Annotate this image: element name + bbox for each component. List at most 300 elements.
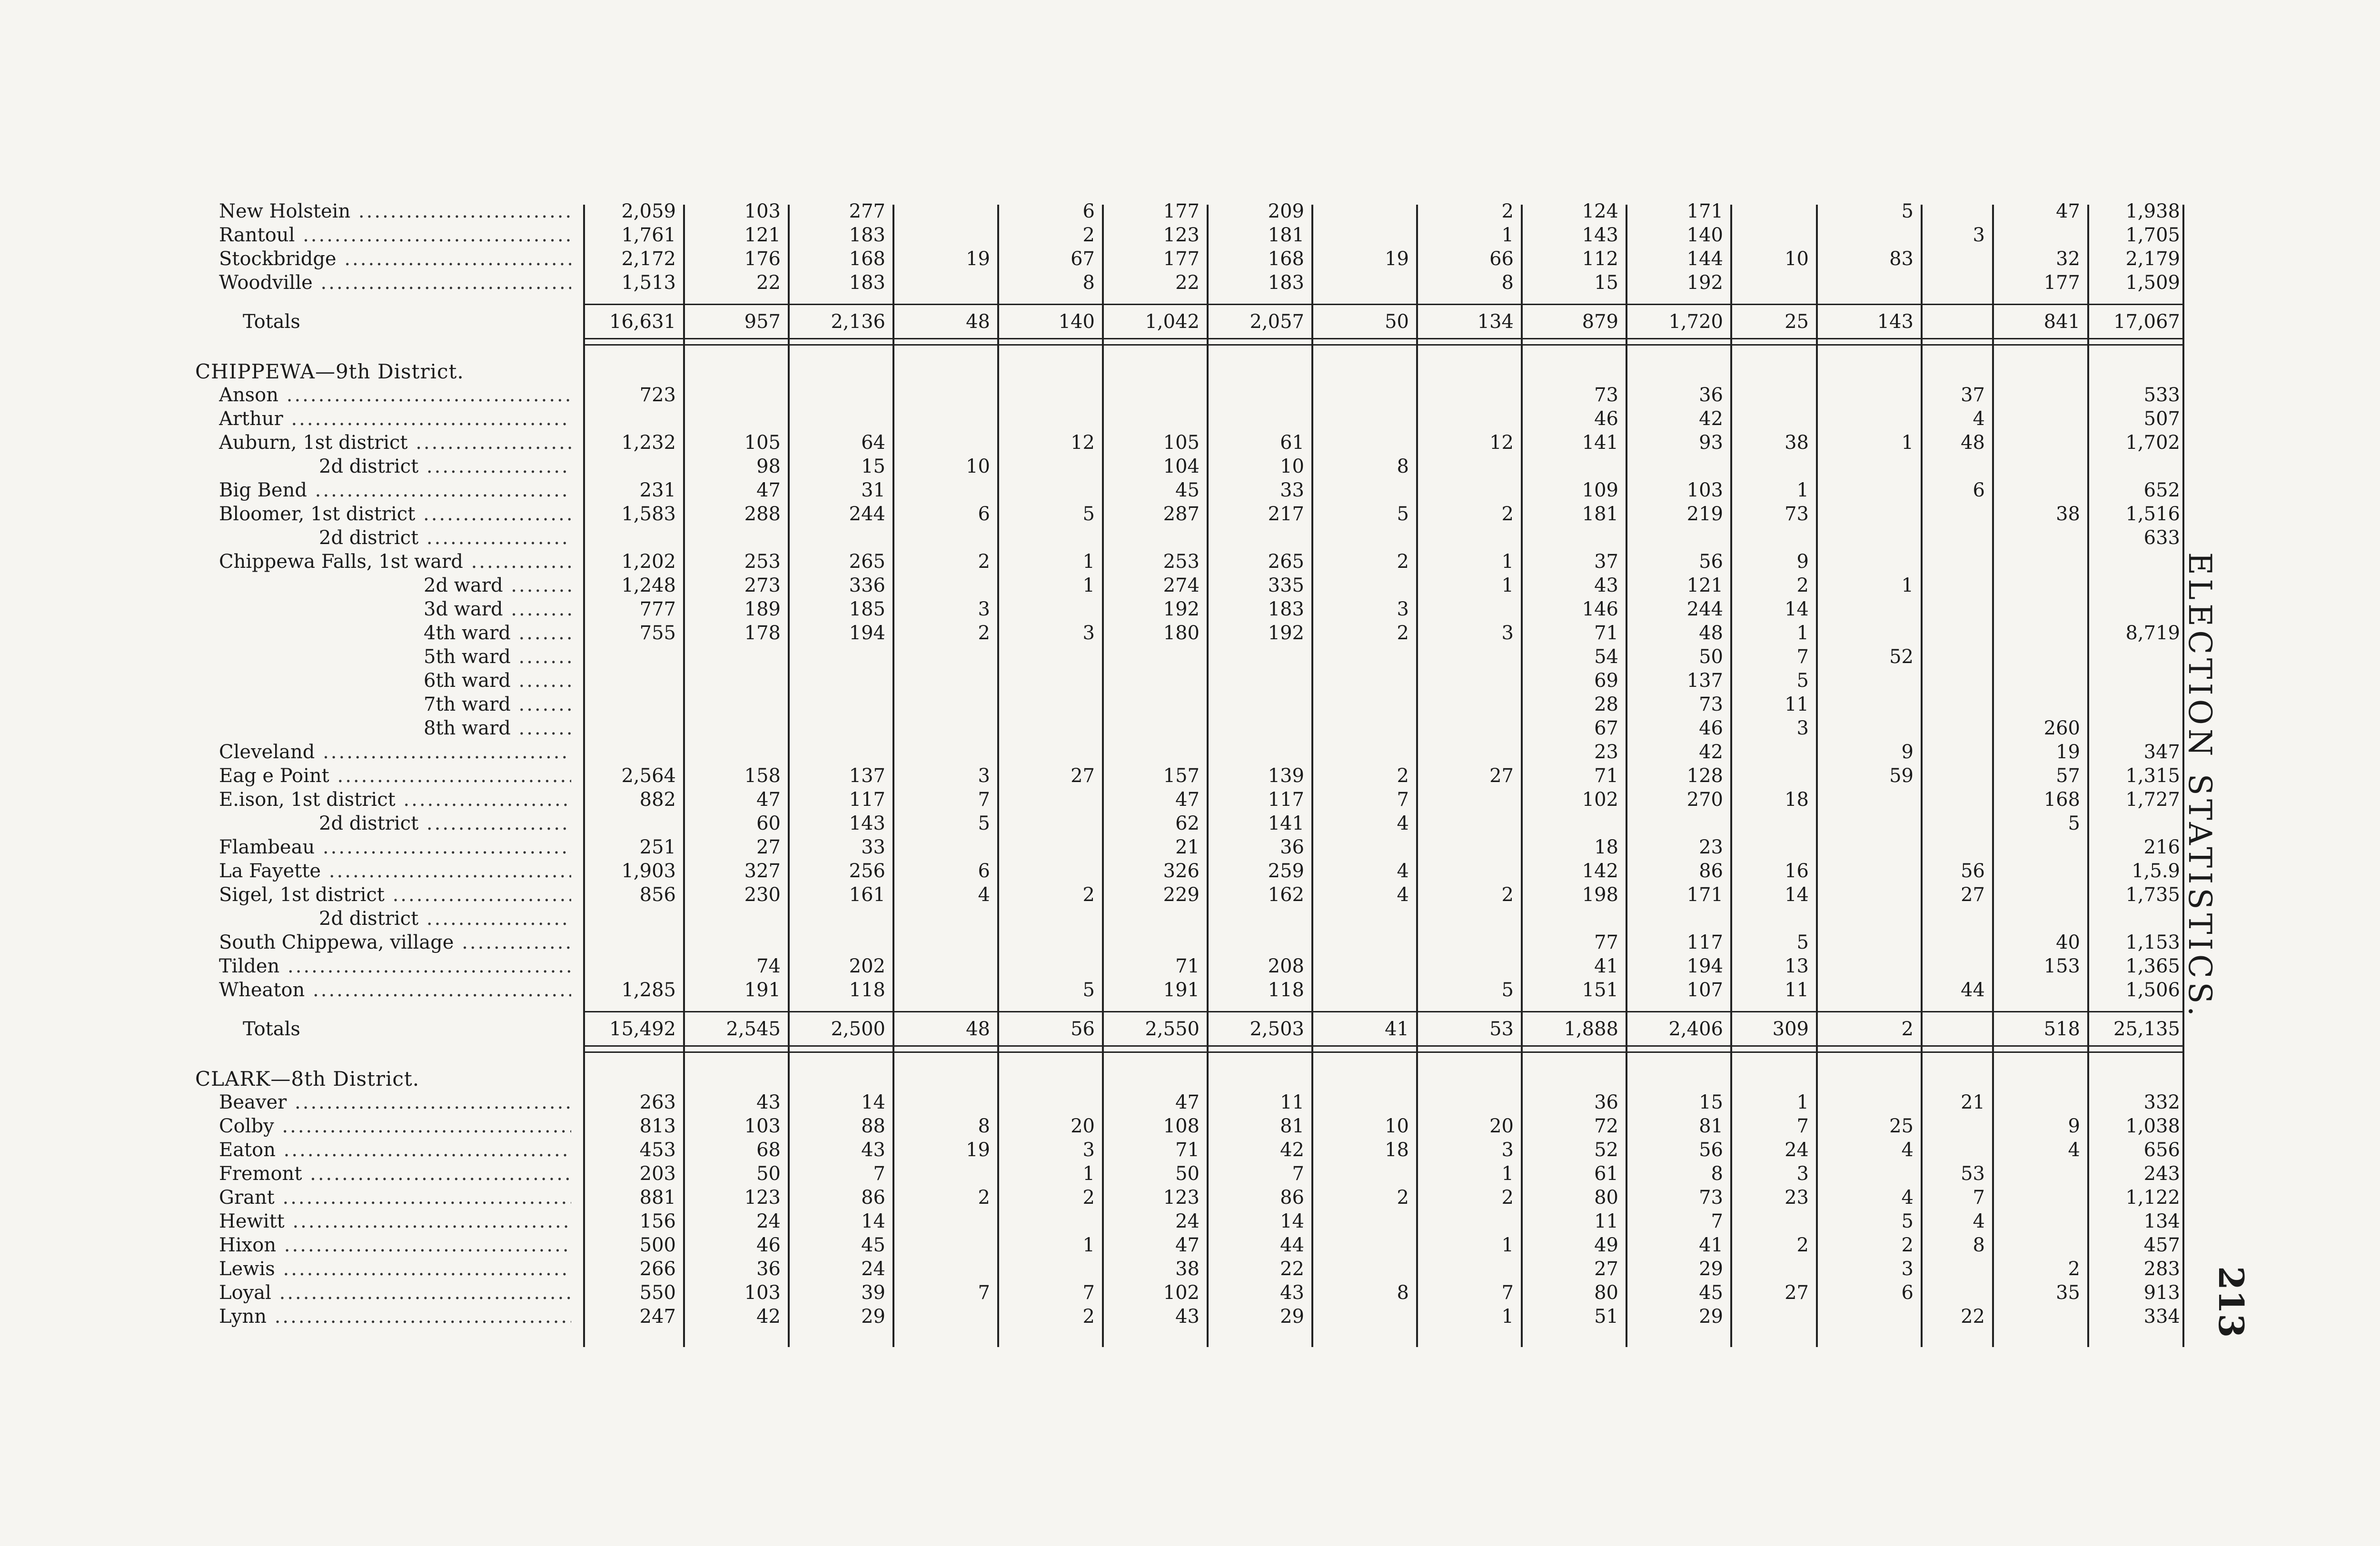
cell-value: 332 [2143,1091,2180,1113]
cell-value: 22 [1280,1258,1304,1280]
table-row [0,931,2380,954]
cell-value: 216 [2143,836,2180,858]
total-value: 15,492 [609,1018,676,1040]
cell-value: 192 [1686,272,1723,294]
row-label: Rantoul ..... [219,224,571,247]
cell-value: 20 [1071,1115,1095,1137]
cell-value: 11 [1785,694,1809,715]
cell-value: 256 [849,860,885,882]
cell-value: 8 [1973,1234,1985,1256]
row-label: 2d district ..... [219,812,571,835]
cell-value: 23 [1785,1187,1809,1209]
cell-value: 103 [744,1282,781,1304]
row-label: Wheaton ..... [219,979,571,1001]
cell-value: 123 [1163,1187,1200,1209]
cell-value: 47 [1175,1091,1200,1113]
cell-value: 44 [1280,1234,1304,1256]
cell-value: 71 [1594,622,1618,644]
cell-value: 11 [1594,1210,1618,1232]
rule-double [583,338,2182,346]
total-value: 17,067 [2113,311,2180,333]
cell-value: 33 [861,836,885,858]
cell-value: 856 [639,884,676,906]
cell-value: 265 [849,551,885,573]
cell-value: 5 [1901,1210,1914,1232]
cell-value: 194 [1686,955,1723,977]
cell-value: 1,702 [2125,432,2180,454]
cell-value: 86 [1280,1187,1304,1209]
cell-value: 7 [1292,1163,1304,1185]
cell-value: 19 [966,1139,990,1161]
cell-value: 1 [1501,1163,1514,1185]
total-value: 25,135 [2113,1018,2180,1040]
cell-value: 108 [1163,1115,1200,1137]
total-value: 841 [2043,311,2080,333]
total-value: 1,888 [1564,1018,1618,1040]
cell-value: 3 [1501,1139,1514,1161]
cell-value: 13 [1785,955,1809,977]
cell-value: 2 [1082,1306,1095,1328]
cell-value: 31 [861,479,885,501]
cell-value: 253 [744,551,781,573]
cell-value: 12 [1071,432,1095,454]
total-value: 134 [1477,311,1514,333]
total-value: 518 [2043,1018,2080,1040]
cell-value: 24 [756,1210,781,1232]
cell-value: 500 [639,1234,676,1256]
cell-value: 5 [1082,979,1095,1001]
cell-value: 1 [1796,622,1809,644]
cell-value: 7 [1397,789,1409,811]
total-value: 48 [966,1018,990,1040]
cell-value: 168 [849,248,885,270]
cell-value: 77 [1594,932,1618,953]
cell-value: 168 [2043,789,2080,811]
cell-value: 73 [1594,384,1618,406]
cell-value: 93 [1699,432,1723,454]
cell-value: 98 [756,456,781,477]
row-label: Eag e Point ..... [219,764,571,787]
cell-value: 2 [1082,224,1095,246]
cell-value: 457 [2143,1234,2180,1256]
cell-value: 4 [1901,1139,1914,1161]
cell-value: 27 [1785,1282,1809,1304]
row-label: Woodville ..... [219,271,571,294]
cell-value: 633 [2143,527,2180,549]
cell-value: 273 [744,575,781,596]
cell-value: 32 [2056,248,2080,270]
cell-value: 45 [1699,1282,1723,1304]
running-head: ELECTION STATISTICS. [2182,552,2218,1021]
cell-value: 1,938 [2125,200,2180,222]
cell-value: 1,727 [2125,789,2180,811]
cell-value: 2 [2068,1258,2080,1280]
cell-value: 22 [1175,272,1200,294]
row-label: 6th ward ..... [219,669,571,692]
cell-value: 19 [966,248,990,270]
cell-value: 40 [2056,932,2080,953]
cell-value: 146 [1582,598,1618,620]
cell-value: 27 [1961,884,1985,906]
cell-value: 229 [1163,884,1200,906]
cell-value: 14 [861,1210,885,1232]
row-label: La Fayette ..... [219,860,571,882]
cell-value: 265 [1268,551,1304,573]
totals-row [0,310,2380,333]
cell-value: 882 [639,789,676,811]
cell-value: 33 [1280,479,1304,501]
cell-value: 3 [1901,1258,1914,1280]
cell-value: 1,583 [621,503,676,525]
cell-value: 61 [1280,432,1304,454]
cell-value: 6 [1082,200,1095,222]
cell-value: 38 [1785,432,1809,454]
cell-value: 24 [1175,1210,1200,1232]
cell-value: 231 [639,479,676,501]
cell-value: 19 [2056,741,2080,763]
cell-value: 109 [1582,479,1618,501]
cell-value: 4 [1397,860,1409,882]
cell-value: 107 [1686,979,1723,1001]
cell-value: 42 [1699,408,1723,430]
cell-value: 288 [744,503,781,525]
cell-value: 14 [861,1091,885,1113]
cell-value: 2,172 [621,248,676,270]
cell-value: 2 [1397,622,1409,644]
cell-value: 6 [1973,479,1985,501]
cell-value: 42 [1280,1139,1304,1161]
cell-value: 1,365 [2125,955,2180,977]
row-label: Lewis ..... [219,1258,571,1280]
cell-value: 777 [639,598,676,620]
cell-value: 27 [1071,765,1095,787]
cell-value: 2,564 [621,765,676,787]
table-row [0,384,2380,406]
cell-value: 189 [744,598,781,620]
district-heading: CLARK—8th District. [195,1067,420,1090]
cell-value: 51 [1594,1306,1618,1328]
table-row [0,741,2380,763]
row-label: Hewitt ..... [219,1210,571,1233]
cell-value: 103 [1686,479,1723,501]
cell-value: 183 [1268,598,1304,620]
cell-value: 88 [861,1115,885,1137]
cell-value: 48 [1961,432,1985,454]
row-label: Eaton ..... [219,1139,571,1161]
cell-value: 1 [1082,575,1095,596]
cell-value: 22 [1961,1306,1985,1328]
table-row [0,860,2380,882]
cell-value: 36 [1699,384,1723,406]
cell-value: 178 [744,622,781,644]
row-label: Anson ..... [219,384,571,406]
cell-value: 86 [861,1187,885,1209]
cell-value: 153 [2043,955,2080,977]
cell-value: 533 [2143,384,2180,406]
cell-value: 124 [1582,200,1618,222]
total-value: 25 [1785,311,1809,333]
row-label: Arthur ..... [219,407,571,430]
cell-value: 4 [1973,408,1985,430]
cell-value: 39 [861,1282,885,1304]
cell-value: 162 [1268,884,1304,906]
totals-label: Totals [243,311,300,333]
table-row [0,764,2380,787]
cell-value: 74 [756,955,781,977]
cell-value: 4 [978,884,990,906]
row-label: E.ison, 1st district ..... [219,788,571,811]
total-value: 2,545 [726,1018,781,1040]
table-row [0,526,2380,549]
cell-value: 10 [1280,456,1304,477]
rule [583,304,2182,305]
cell-value: 36 [756,1258,781,1280]
cell-value: 2 [1397,765,1409,787]
cell-value: 1,202 [621,551,676,573]
cell-value: 4 [1397,884,1409,906]
page-number: 213 [2211,1266,2251,1338]
cell-value: 2,179 [2125,248,2180,270]
table-row [0,693,2380,716]
row-label: Stockbridge ..... [219,248,571,270]
total-value: 2,136 [831,311,885,333]
cell-value: 283 [2143,1258,2180,1280]
cell-value: 7 [1973,1187,1985,1209]
cell-value: 3 [1796,717,1809,739]
cell-value: 6 [1901,1282,1914,1304]
totals-label: Totals [243,1018,300,1040]
cell-value: 144 [1686,248,1723,270]
row-label: 3d ward ..... [219,598,571,621]
cell-value: 47 [1175,1234,1200,1256]
cell-value: 1 [1082,1163,1095,1185]
cell-value: 2 [1397,1187,1409,1209]
cell-value: 18 [1785,789,1809,811]
cell-value: 3 [1082,1139,1095,1161]
cell-value: 49 [1594,1234,1618,1256]
cell-value: 59 [1889,765,1914,787]
cell-value: 80 [1594,1187,1618,1209]
cell-value: 507 [2143,408,2180,430]
row-label: Chippewa Falls, 1st ward ..... [219,550,571,573]
cell-value: 117 [849,789,885,811]
row-label: 2d ward ..... [219,574,571,597]
cell-value: 46 [756,1234,781,1256]
cell-value: 7 [978,1282,990,1304]
cell-value: 15 [1594,272,1618,294]
cell-value: 1,153 [2125,932,2180,953]
cell-value: 23 [1699,836,1723,858]
cell-value: 141 [1582,432,1618,454]
cell-value: 62 [1175,813,1200,834]
cell-value: 14 [1785,884,1809,906]
table-row [0,479,2380,502]
row-label: Tilden ..... [219,955,571,978]
cell-value: 2 [1501,1187,1514,1209]
row-label: Grant ..... [219,1186,571,1209]
cell-value: 3 [1796,1163,1809,1185]
cell-value: 263 [639,1091,676,1113]
cell-value: 68 [756,1139,781,1161]
cell-value: 123 [744,1187,781,1209]
cell-value: 8 [978,1115,990,1137]
cell-value: 1 [1501,224,1514,246]
cell-value: 6 [978,503,990,525]
cell-value: 8,719 [2125,622,2180,644]
cell-value: 1,516 [2125,503,2180,525]
table-row [0,979,2380,1001]
cell-value: 52 [1594,1139,1618,1161]
cell-value: 80 [1594,1282,1618,1304]
cell-value: 203 [639,1163,676,1185]
cell-value: 1 [1796,1091,1809,1113]
row-label: 4th ward ..... [219,622,571,644]
cell-value: 185 [849,598,885,620]
cell-value: 137 [1686,670,1723,692]
cell-value: 913 [2143,1282,2180,1304]
cell-value: 3 [1973,224,1985,246]
cell-value: 191 [744,979,781,1001]
cell-value: 177 [1163,200,1200,222]
cell-value: 4 [1397,813,1409,834]
cell-value: 243 [2143,1163,2180,1185]
cell-value: 81 [1699,1115,1723,1137]
table-row [0,1281,2380,1304]
cell-value: 1,735 [2125,884,2180,906]
cell-value: 4 [1901,1187,1914,1209]
cell-value: 37 [1961,384,1985,406]
cell-value: 253 [1163,551,1200,573]
cell-value: 47 [1175,789,1200,811]
cell-value: 143 [849,813,885,834]
cell-value: 4 [2068,1139,2080,1161]
cell-value: 27 [1594,1258,1618,1280]
row-label: Fremont ..... [219,1162,571,1185]
cell-value: 247 [639,1306,676,1328]
cell-value: 50 [1699,646,1723,668]
cell-value: 8 [1397,1282,1409,1304]
cell-value: 270 [1686,789,1723,811]
cell-value: 183 [849,224,885,246]
cell-value: 36 [1594,1091,1618,1113]
table-row [0,1210,2380,1233]
cell-value: 219 [1686,503,1723,525]
total-value: 48 [966,311,990,333]
cell-value: 141 [1268,813,1304,834]
cell-value: 158 [744,765,781,787]
cell-value: 50 [1175,1163,1200,1185]
total-value: 309 [1772,1018,1809,1040]
cell-value: 8 [1397,456,1409,477]
cell-value: 171 [1686,200,1723,222]
cell-value: 4 [1973,1210,1985,1232]
total-value: 2,500 [831,1018,885,1040]
cell-value: 9 [2068,1115,2080,1137]
cell-value: 66 [1489,248,1514,270]
cell-value: 161 [849,884,885,906]
cell-value: 5 [1397,503,1409,525]
cell-value: 143 [1582,224,1618,246]
table-row [0,574,2380,597]
cell-value: 244 [849,503,885,525]
cell-value: 1 [1501,575,1514,596]
row-label: Bloomer, 1st district ..... [219,503,571,525]
cell-value: 2 [1901,1234,1914,1256]
cell-value: 1,761 [621,224,676,246]
cell-value: 47 [2056,200,2080,222]
cell-value: 183 [1268,272,1304,294]
cell-value: 24 [1785,1139,1809,1161]
cell-value: 57 [2056,765,2080,787]
cell-value: 139 [1268,765,1304,787]
cell-value: 202 [849,955,885,977]
cell-value: 81 [1280,1115,1304,1137]
table-row [0,598,2380,621]
table-row [0,455,2380,478]
cell-value: 192 [1163,598,1200,620]
cell-value: 2 [1501,884,1514,906]
cell-value: 54 [1594,646,1618,668]
cell-value: 103 [744,1115,781,1137]
cell-value: 327 [744,860,781,882]
cell-value: 72 [1594,1115,1618,1137]
cell-value: 43 [1594,575,1618,596]
row-label: 8th ward ..... [219,717,571,740]
cell-value: 209 [1268,200,1304,222]
cell-value: 7 [1711,1210,1723,1232]
cell-value: 35 [2056,1282,2080,1304]
cell-value: 2 [1082,1187,1095,1209]
table-row [0,622,2380,644]
cell-value: 7 [1501,1282,1514,1304]
cell-value: 266 [639,1258,676,1280]
cell-value: 43 [756,1091,781,1113]
cell-value: 2 [978,622,990,644]
cell-value: 10 [1385,1115,1409,1137]
cell-value: 11 [1785,979,1809,1001]
total-value: 53 [1489,1018,1514,1040]
cell-value: 156 [639,1210,676,1232]
cell-value: 9 [1796,551,1809,573]
cell-value: 71 [1175,1139,1200,1161]
cell-value: 21 [1175,836,1200,858]
row-label: Lynn ..... [219,1305,571,1328]
total-value: 143 [1877,311,1914,333]
cell-value: 29 [1699,1258,1723,1280]
cell-value: 208 [1268,955,1304,977]
table-row [0,717,2380,740]
table-row [0,883,2380,906]
cell-value: 181 [1268,224,1304,246]
cell-value: 5 [978,813,990,834]
cell-value: 117 [1686,932,1723,953]
cell-value: 1,038 [2125,1115,2180,1137]
cell-value: 29 [861,1306,885,1328]
row-label: Beaver ..... [219,1091,571,1114]
cell-value: 157 [1163,765,1200,787]
cell-value: 1 [1082,551,1095,573]
cell-value: 198 [1582,884,1618,906]
cell-value: 177 [1163,248,1200,270]
table-row [0,1115,2380,1138]
cell-value: 15 [861,456,885,477]
total-value: 2 [1901,1018,1914,1040]
cell-value: 2 [978,551,990,573]
total-value: 2,503 [1250,1018,1304,1040]
cell-value: 10 [1785,248,1809,270]
cell-value: 67 [1594,717,1618,739]
cell-value: 29 [1280,1306,1304,1328]
